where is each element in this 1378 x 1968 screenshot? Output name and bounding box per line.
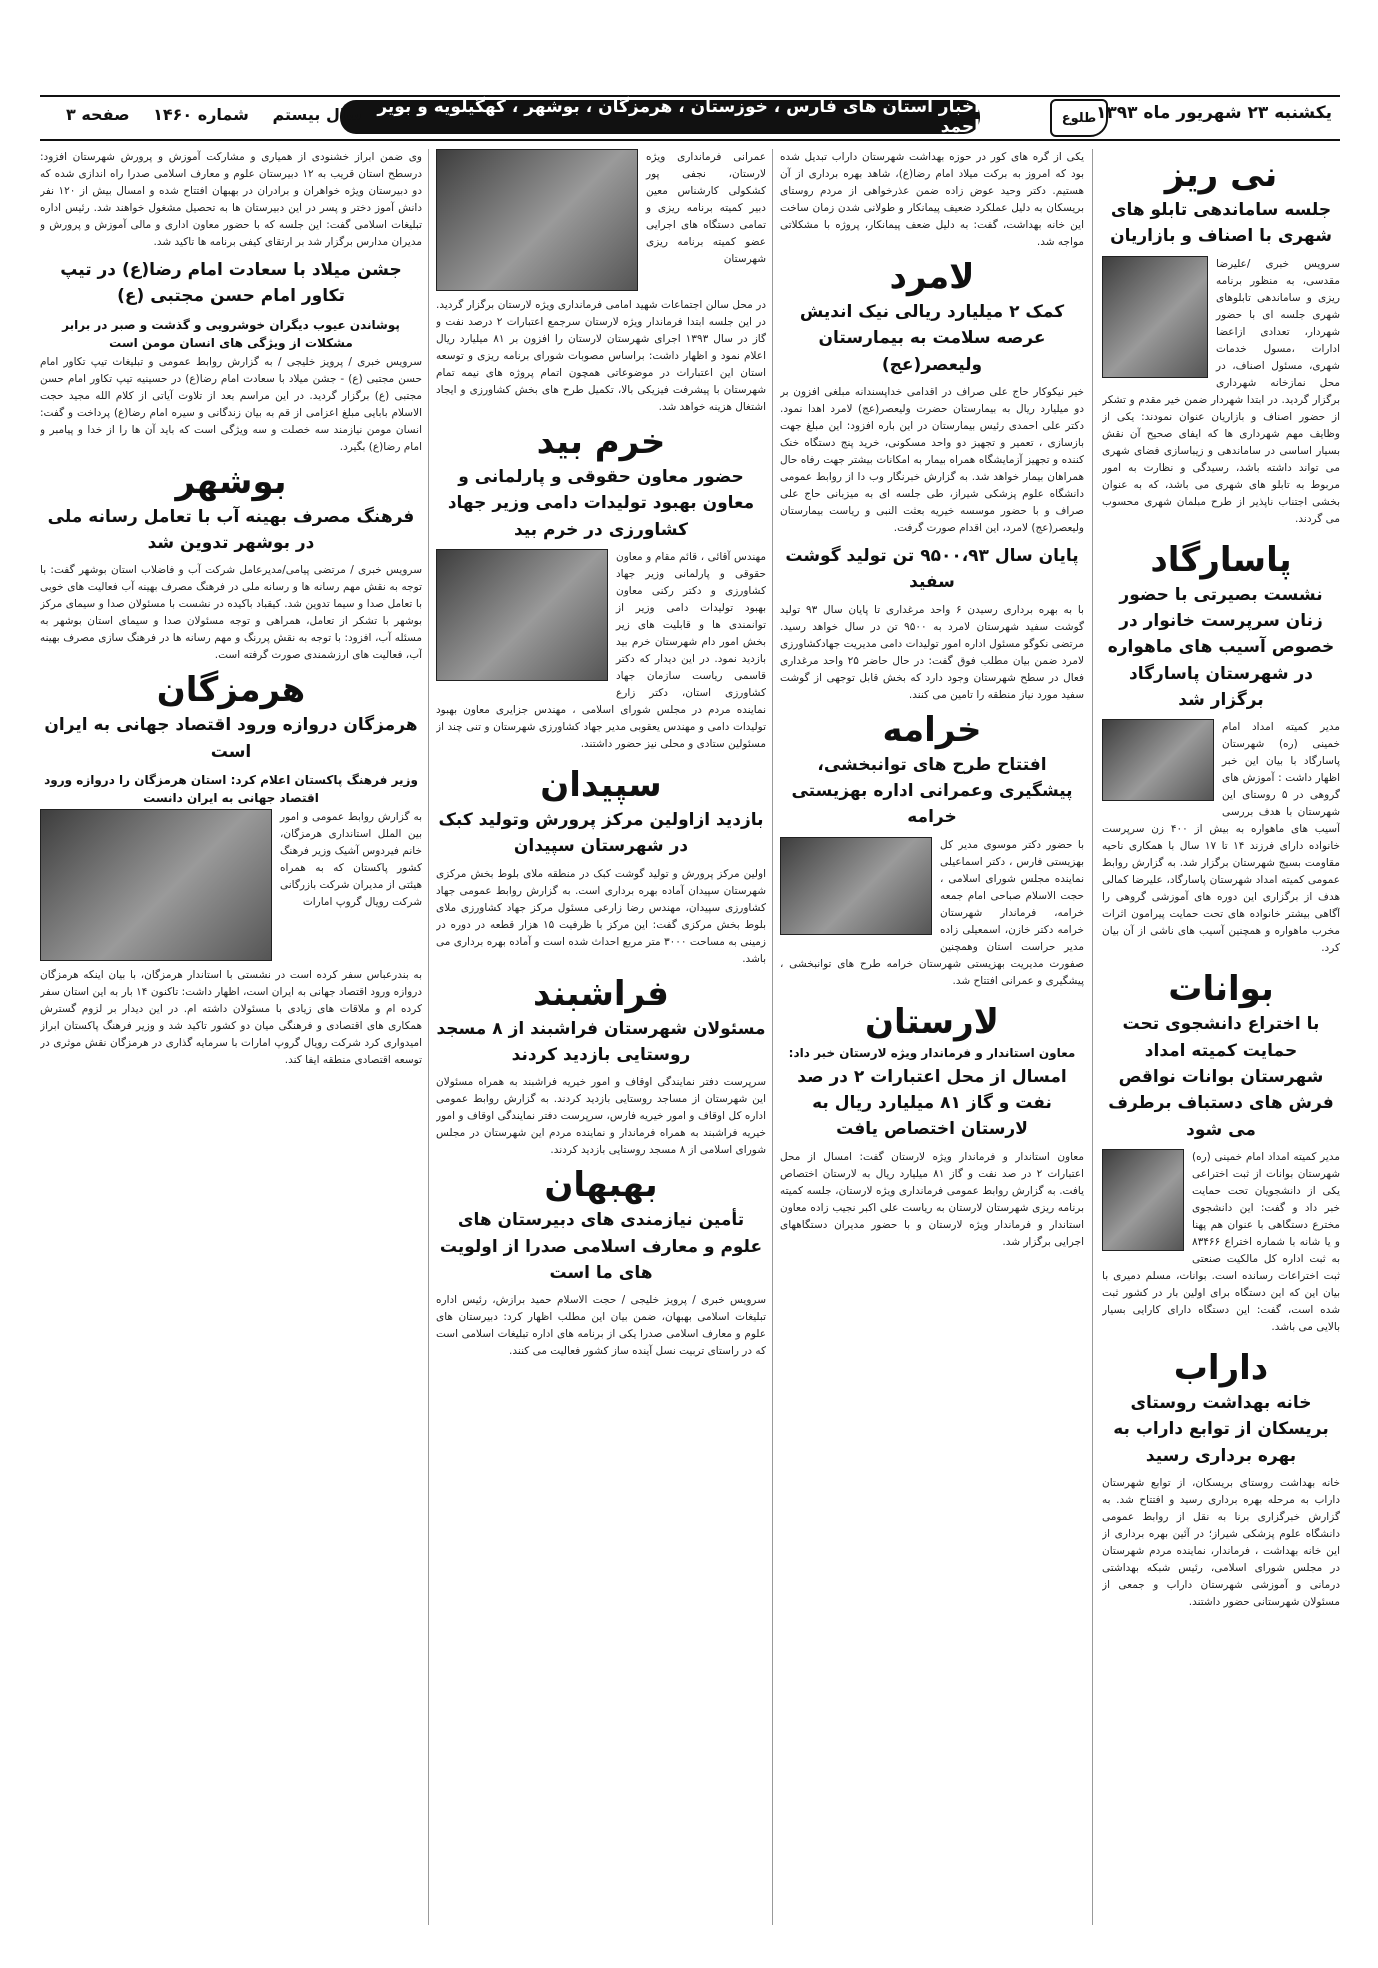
article-behbahan: سرویس خبری / پرویز خلیجی / حجت الاسلام حمید برازش، رئیس اداره تبلیغات اسلامی بهبهان، ضمن بیان این مطلب اظهار کرد: دبیرستان های علوم و معارف اسلامی صدرا یکی از برنامه های اداره تبلیغات اسلامی است که در راستای تربیت نسل آینده ساز کشور فعالیت می کنند. (436, 1294, 766, 1358)
subhead-lorestan: معاون استاندار و فرماندار ویژه لارستان خبر داد: (788, 1045, 1076, 1060)
issue-date: یکشنبه ۲۳ شهریور ماه ۱۳۹۳ (1095, 103, 1332, 123)
year-label: سال بیستم (272, 105, 362, 124)
city-title-khorambid: خرم بید (536, 422, 666, 462)
article-farashband: سرپرست دفتر نمایندگی اوقاف و امور خیریه فراشبند به همراه مسئولان این شهرستان از مساجد روستایی بازدید کردند. به گزارش روابط عمومی اداره کل اوقاف و امور خیریه فارس، سرپرست دفتر نمایندگی اوقاف و امور خیریه فراشبند به همراه فرماندار و نماینده مردم این شهرستان در مجلس شورای اسلامی از ۸ مسجد روستایی بازدید کردند. (436, 1076, 766, 1157)
headline-jashn: جشن میلاد با سعادت امام رضا(ع) در تیپ تکاور امام حسن مجتبی (ع) (60, 260, 402, 307)
headline-hormozgan: هرمزگان دروازه ورود اقتصاد جهانی به ایران است (44, 715, 418, 762)
headline-farashband: مسئولان شهرستان فراشبند از ۸ مسجد روستایی بازدید کردند (436, 1018, 766, 1066)
article-sepidan: اولین مرکز پرورش و تولید گوشت کبک در منطقه ملای بلوط بخش مرکزی شهرستان سپیدان آماده بهره برداری است. به گزارش روابط عمومی جهاد کشاورزی سپیدان، مهندس رضا زارعی مسئول مرکز جهاد کشاورزی ملای بلوط بخش مرکزی گفت: این مرکز با ظرفیت ۱۵ هزار قطعه در دوره در زمینی به مساحت ۳۰۰۰ متر مربع احداث شده است و آماده بهره برداری می باشد. (436, 867, 766, 965)
subhead-hormozgan: وزیر فرهنگ پاکستان اعلام کرد: استان هرمزگان را دروازه ورود اقتصاد جهانی به ایران دانست (44, 773, 418, 806)
photo-bavanat (1102, 1149, 1184, 1251)
city-title-darab: داراب (1173, 1348, 1269, 1389)
article-goosht: با به بهره برداری رسیدن ۶ واحد مرغداری تا پایان سال ۹۳ تولید گوشت سفید شهرستان لامرد به ۹۵۰۰ تن در سال خواهد رسید. مرتضی نکوگو مسئول اداره امور تولیدات دامی مدیریت جهادکشاورزی لامرد ضمن بیان مطلب فوق گفت: در حال حاضر ۲۵ واحد مرغداری فعال در سطح شهرستان وجود دارد که بخش قابل توجهی از گوشت سفید مورد نیاز منطقه را تامین می کنند. (780, 603, 1084, 701)
headline-khorambid: حضور معاون حقوقی و پارلمانی و معاون بهبود تولیدات دامی وزیر جهاد کشاورزی در خرم بید (447, 467, 755, 540)
photo-caption-lorestan: عمرانی فرمانداری ویژه لارستان، نجفی پور کشکولی کارشناس معین دبیر کمیته برنامه ریزی و تمامی دستگاه های اجرایی عضو کمیته برنامه ریزی شهرستان (646, 151, 766, 265)
photo-neyriz (1102, 256, 1208, 378)
column-1 (1102, 149, 1340, 1925)
city-title-lamerd: لامرد (889, 257, 975, 297)
city-title-hormozgan: هرمزگان (156, 670, 306, 711)
city-title-behbahan: بهبهان (544, 1165, 658, 1206)
article-jashn: سرویس خبری / پرویز خلیجی / به گزارش روابط عمومی و تبلیغات تیپ تکاور امام حسن مجتبی (ع) - جشن میلاد با سعادت امام رضا(ع) در حسینیه تیپ تکاور امام حسن مجتبی (ع) برگزار گردید. در این مراسم بعد از تلاوت آیاتی از کلام الله مجید حجت الاسلام بابایی مبلغ اعزامی از قم به بیان زندگانی و سیره امام رضا(ع) پرداخت و گفت: انسان مومن نیازمند سه خصلت و سه ویژگی است که باید آن ها را از خدا و پیامبر و امام رضا(ع) بگیرد. (40, 355, 422, 453)
column-rule (772, 149, 773, 1925)
article-behbahan-continued: وی ضمن ابراز خشنودی از همیاری و مشارکت آموزش و پرورش شهرستان افزود: درسطح استان قریب به ۱۲ دبیرستان علوم و معارف اسلامی صدرا راه اندازی شده که دو دبیرستان ویژه خواهران و برادران در بهبهان افتتاح شده و امسال بیش از ۱۲۰ نفر دانش آموز دختر و پسر در این دبیرستان ها به تحصیل مشغول خواهند شد. رئیس اداره تبلیغات اسلامی گفت: این جلسه که با حضور معاون اداری و مالی آموزش و پرورش و مدیران مدارس برگزار شد بر ارتقای کیفی برنامه ها تاکید شد. (40, 151, 422, 248)
page-header (40, 95, 1340, 141)
headline-pasargad: نشست بصیرتی با حضور زنان سرپرست خانوار در خصوص آسیب های ماهواره در شهرستان پاسارگاد برگزار شد (1107, 584, 1335, 711)
column-4 (40, 149, 422, 1925)
article-bavanat: مدیر کمیته امداد امام خمینی (ره) شهرستان بوانات از ثبت اختراعی یکی از دانشجویان تحت حمایت خبر داد و گفت: این دانشجوی مخترع دستگاهی با عنوان هم پهنا و یا شانه با شماره اختراع ۸۳۴۶۶ به ثبت اداره کل مالکیت صنعتی ثبت اختراعات رسانده است. بوانات، مسلم دمیری با بیان این که این دستگاه برای اولین بار در کشور ثبت شده است، گفت: این دستگاه دارای کارایی بسیار بالایی می باشد. (1102, 1151, 1340, 1334)
page-number: صفحه ۳ (66, 105, 130, 124)
article-hormozgan: به بندرعباس سفر کرده است در نشستی با استاندار هرمزگان، با بیان اینکه هرمزگان دروازه ورود اقتصاد جهانی به ایران است، اظهار داشت: تاکنون ۱۴ بار به این استان سفر کرده ام و ملاقات های زیادی با مسئولان داشته ام. در این دیدار بر لزوم گسترش همکاری های اقتصادی و فرهنگی میان دو کشور تاکید شد و وزیر فرهنگ پاکستان ابراز امیدواری کرد شرکت رویال گروپ امارات با سرمایه گذاری در هرمزگان نقش موثری در توسعه اقتصادی منطقه ایفا کند. (40, 969, 422, 1067)
article-khorameh: با حضور دکتر موسوی مدیر کل بهزیستی فارس ، دکتر اسماعیلی نماینده مجلس شورای اسلامی ، حجت الاسلام صباحی امام جمعه خرامه، فرماندار شهرستان خرامه دکتر خازن، اسمعیلی زاده مدیر حراست استان وهمچنین صفورت مدیریت بهزیستی شهرستان خرامه طرح های توانبخشی ، پیشگیری و عمرانی افتتاح شد. (780, 838, 1084, 987)
article-darab-continued: یکی از گره های کور در حوزه بهداشت شهرستان داراب تبدیل شده بود که امروز به برکت میلاد امام رضا(ع)، شاهد بهره برداری از آن هستیم. دکتر وحید عوض زاده ضمن عذرخواهی از مردم روستای بریسکان به دلیل عملکرد ضعیف پیمانکار و طولانی شدن زمان ساخت این خانه بهداشت، گفت: به دلیل ضعف پیمانکار، پروژه با مشکلاتی مواجه شد. (780, 151, 1084, 248)
city-title-lorestan: لارستان (865, 1001, 999, 1042)
headline-lamerd: کمک ۲ میلیارد ریالی نیک اندیش عرصه سلامت به بیمارستان ولیعصر(عج) (799, 302, 1065, 375)
headline-behbahan: تأمین نیازمندی های دبیرستان های علوم و معارف اسلامی صدرا از اولویت های ما است (439, 1210, 763, 1284)
article-khorambid: مهندس آقائی ، قائم مقام و معاون حقوقی و پارلمانی وزیر جهاد کشاورزی و دکتر رکنی معاون بهبود تولیدات دامی وزیر از توانمندی ها و قابلیت های زیر بخش امور دام شهرستان خرم بید بازدید نمود. در این دیدار که دکتر قاسمی ریاست سازمان جهاد کشاورزی استان، دکتر زارع نماینده مردم در مجلس شورای اسلامی ، مهندس جزایری معاون بهبود تولیدات دامی و مهندس یعقوبی مدیر جهاد کشاورزی شهرستان و تنی چند از مسئولین ستادی و محلی نیز حضور داشتند. (436, 551, 766, 751)
city-title-neyriz: نی ریز (1164, 155, 1278, 195)
issue-number: شماره ۱۴۶۰ (153, 105, 249, 124)
issue-info (48, 105, 362, 124)
headline-goosht: پایان سال ۹۵۰۰،۹۳ تن تولید گوشت سفید (785, 546, 1079, 593)
newspaper-page (40, 85, 1340, 1925)
headline-bushehr: فرهنگ مصرف بهینه آب با تعامل رسانه ملی در بوشهر تدوین شد (47, 506, 415, 554)
column-rule (1092, 149, 1093, 1925)
city-title-bushehr: بوشهر (175, 461, 287, 502)
photo-lorestan-meeting (436, 149, 638, 291)
photo-khorambid (436, 549, 608, 681)
article-lamerd: خیر نیکوکار حاج علی صراف در اقدامی خداپسندانه مبلغی افزون بر دو میلیارد ریال به بیمارستان حضرت ولیعصر(عج) لامرد اهدا نمود. دکتر علی احمدی رئیس بیمارستان در این باره افزود: این مبلغ جهت بازسازی ، تعمیر و تجهیز دو واحد مسکونی، خرید پنج دستگاه خنک کننده و تجهیز آزمایشگاه همراه بیمار به امکانات بیشتر جهت رفاه حال همراهان بیمار خواهد شد. به گزارش خبرنگار وب دا از روابط عمومی دانشگاه علوم پزشکی شیراز، طی جلسه ای به میزبانی حاج علی صراف و با حضور موسسه خیریه بعثت النبی و ریاست بیمارستان ولیعصر(عج) لامرد، این اقدام صورت گرفت. (780, 386, 1084, 535)
article-pasargad: مدیر کمیته امداد امام خمینی (ره) شهرستان پاسارگاد با بیان این خبر اظهار داشت : آموزش های گروهی در ۵ روستای این شهرستان با هدف بررسی آسیب های ماهواره به بیش از ۴۰۰ زن سرپرست خانواده دارای فرزند ۱۴ تا ۱۷ سال با همکاری ناحیه مقاومت بسیج شهرستان برگزار شد. به گزارش روابط عمومی کمیته امداد شهرستان پاسارگاد، علیرضا کمالی هدف از برگزاری این دوره های آموزشی گروهی را آگاهی بیشتر خانواده های تحت حمایت پیرامون اثرات مخرب ماهواره و همچنین آسیب های ناشی از آن بیان کرد. (1102, 721, 1340, 955)
headline-khorameh: افتتاح طرح های توانبخشی، پیشگیری وعمرانی اداره بهزیستی خرامه (791, 754, 1073, 828)
article-darab: خانه بهداشت روستای بریسکان، از توابع شهرستان داراب به مرحله بهره برداری رسید و افتتاح شد. به گزارش خبرگزاری برنا به نقل از روابط عمومی دانشگاه علوم پزشکی شیراز؛ در آئین بهره برداری از این خانه بهداشت ، فرماندار، نماینده مردم شهرستان در مجلس شورای اسلامی، رئیس شبکه بهداشتی درمانی و آموزشی شهرستان داراب و جمعی از مسئولان شهرستانی حضور داشتند. (1102, 1477, 1340, 1609)
city-title-farashband: فراشبند (533, 973, 669, 1014)
article-lorestan-continued: در محل سالن اجتماعات شهید امامی فرمانداری ویژه لارستان برگزار گردید. در این جلسه ابتدا فرماندار ویژه لارستان سرجمع اعتبارات ۲ درصد نفت و گاز در سال ۱۳۹۳ اجرای شهرستان لارستان را افزون بر ۸۱ میلیارد ریال اعلام نمود و اظهار داشت: براساس مصوبات شورای برنامه ریزی و توسعه استان این اعتبارات در موضوعاتی همچون اتمام پروژه های نیمه تمام شهرستان با پیشرفت فیزیکی بالا، تکمیل طرح های بخش کشاورزی و ایجاد اشتغال هزینه خواهد شد. (436, 299, 766, 413)
column-rule (428, 149, 429, 1925)
city-title-khorameh: خرامه (882, 709, 982, 750)
column-3 (436, 149, 766, 1925)
newspaper-logo: طلوع (1050, 99, 1108, 137)
headline-sepidan: بازدید ازاولین مرکز پرورش وتولید کبک در شهرستان سپیدان (438, 810, 764, 857)
photo-hormozgan (40, 809, 272, 961)
article-bushehr: سرویس خبری / مرتضی پیامی/مدیرعامل شرکت آب و فاضلاب استان بوشهر گفت: با توجه به نقش مهم رسانه ها و رسانه ملی در فرهنگ مصرف بهینه آب فعالیت های خوبی با تعامل صدا و سیما تدوین شد. کیقباد باکیده در نشست با مسئولان صدا و سیمای مرکز بوشهر با تشکر از تعامل، همراهی و توجه مسئولان صدا و سیمای استان بوشهر به مسئله آب، افزود: با توجه به نقش پررنگ و مهم رسانه ها در فرهنگ سازی مصرف بهینه آب، فعالیت های ارزشمندی صورت گرفته است. (40, 564, 422, 662)
headline-lorestan: امسال از محل اعتبارات ۲ در صد نفت و گاز ۸۱ میلیارد ریال به لارستان اختصاص یافت (797, 1066, 1067, 1140)
subhead-jashn: پوشاندن عیوب دیگران خوشرویی و گذشت و صبر در برابر مشکلات از ویژگی های انسان مومن است (62, 317, 400, 350)
headline-darab: خانه بهداشت روستای بریسکان از توابع داراب به بهره برداری رسید (1113, 1393, 1329, 1466)
headline-bavanat: با اختراع دانشجوی تحت حمایت کمیته امداد شهرستان بوانات نواقص فرش های دستباف برطرف می شود (1108, 1014, 1334, 1140)
headline-neyriz: جلسه ساماندهی تابلو های شهری با اصناف و بازاریان (1110, 200, 1332, 247)
section-title: اخبار استان های فارس ، خوزستان ، هرمزگان ، بوشهر ، کهگیلویه و بویر احمد (340, 100, 980, 134)
city-title-pasargad: پاسارگاد (1150, 539, 1292, 580)
photo-pasargad (1102, 719, 1214, 801)
city-title-bavanat: بوانات (1168, 969, 1274, 1010)
photo-caption-hormozgan: به گزارش روابط عمومی و امور بین الملل استانداری هرمزگان، خانم فیردوس آشیک وزیر فرهنگ کشور پاکستان که به همراه هیئتی از مدیران شرکت بازرگانی شرکت رویال گروپ امارات (280, 811, 422, 909)
city-title-sepidan: سپیدان (540, 765, 662, 806)
photo-khorameh (780, 837, 932, 935)
article-neyriz: سرویس خبری /علیرضا مقدسی، به منظور برنامه ریزی و ساماندهی تابلوهای شهری جلسه ای با حضور شهردار، تعدادی ازاعضا ادارات ،مسول خدمات شهری، مسئول اصناف، در محل نمازخانه شهرداری برگزار گردید. در ابتدا شهردار ضمن خیر مقدم و تشکر از حضور اصناف و بازاریان عنوان نمودند: یکی از وظایف مهم شهرداری ها که ایفای صحیح آن نقش بسیار اساسی در ساماندهی و زیباسازی فضای شهری می تواند داشته باشد، رسیدگی و نظارت به امور مربوط به تابلو های شهری می باشد، که به عنوان بخشی اجتناب ناپذیر از طرح مبلمان شهری محسوب می گردند. (1102, 257, 1340, 525)
article-lorestan: معاون استاندار و فرماندار ویژه لارستان گفت: امسال از محل اعتبارات ۲ در صد نفت و گاز ۸۱ میلیارد ریال به لارستان اختصاص یافت. به گزارش روابط عمومی فرمانداری ویژه لارستان، جلسه کمیته برنامه ریزی شهرستان لارستان به ریاست علی اکبر نجیب زاده معاون استاندار و فرماندار ویژه لارستان و با حضور مدیران دستگاههای اجرایی برگزار شد. (780, 1150, 1084, 1248)
column-2 (780, 149, 1084, 1925)
